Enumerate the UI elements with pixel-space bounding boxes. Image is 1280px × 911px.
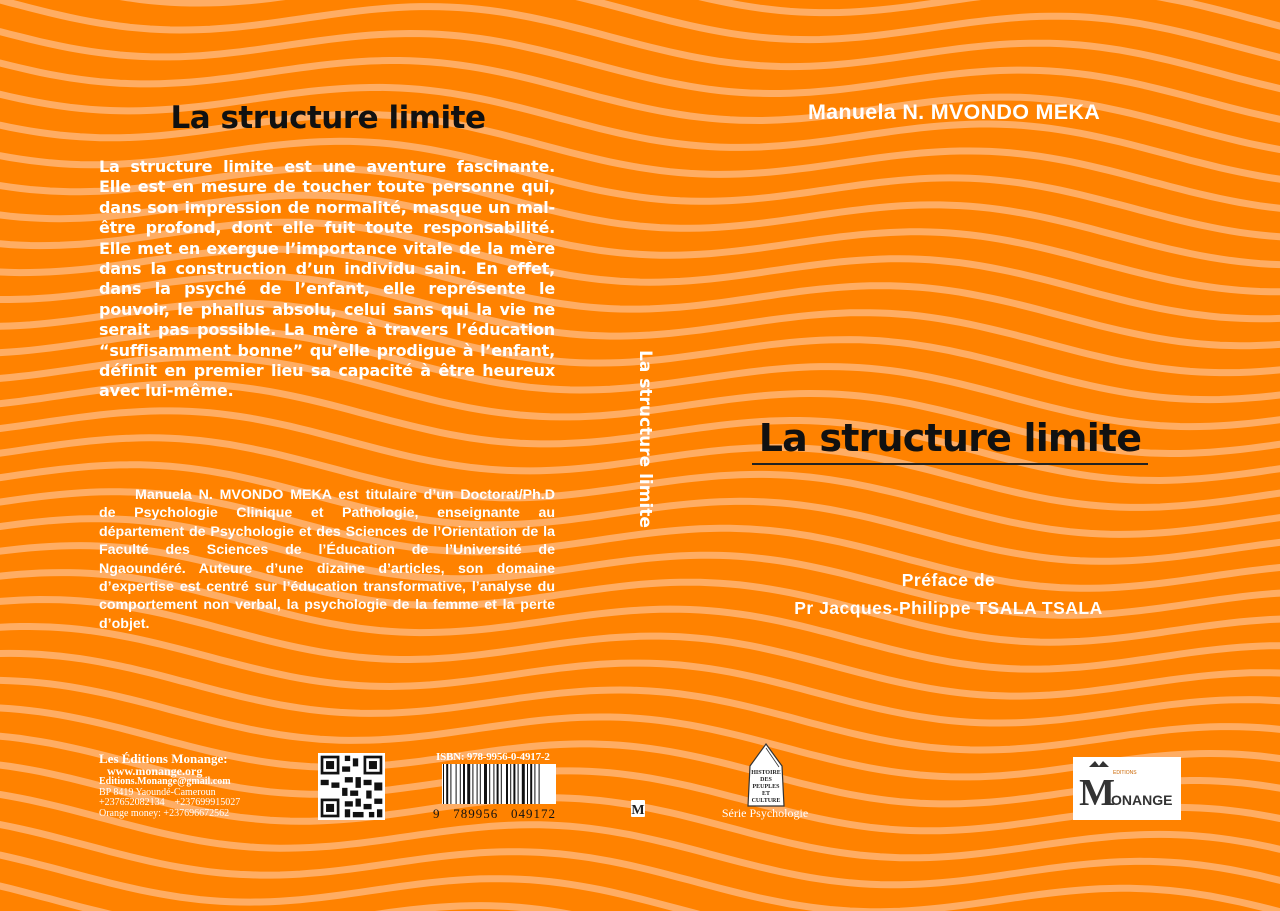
back-cover-blurb: La structure limite est une aventure fascinante. Elle est en mesure de toucher toute personne qui, dans son impression de normalité, masque un mal-être profond, dont elle fuit toute responsabilité. Elle met en exergue l’importance vitale de la mère dans la construction d’un individu sain. En effet, dans la psyché de l’enfant, elle représente le pouvoir, le phallus absolu, celui sans qui la vie ne serait pas possible. La mère à travers l’éducation “suffisamment bonne” qu’elle prodigue à l’enfant, définit en premier lieu sa capacité à être heureux avec lui-même. [99, 157, 555, 401]
title-underline [752, 463, 1148, 465]
preface-label: Préface de [901, 570, 996, 590]
publisher-website: www.monange.org [107, 764, 203, 778]
publisher-phone-1: +237652082134 [99, 797, 165, 809]
publisher-info [99, 752, 259, 819]
qr-code [318, 753, 385, 820]
svg-text:PEUPLES: PEUPLES [752, 784, 780, 790]
isbn-digits: 9 789956 049172 [433, 806, 556, 821]
publisher-email: Editions.Monange@gmail.com [99, 776, 231, 787]
barcode-icon [442, 764, 556, 804]
svg-text:CULTURE: CULTURE [751, 798, 781, 804]
preface-author: Pr Jacques-Philippe TSALA TSALA [794, 598, 1103, 618]
publisher-phone-2: +237699915027 [174, 797, 241, 809]
publisher-address: BP 8419 Yaoundé-Cameroun [99, 786, 216, 798]
back-cover-title: La structure limite [170, 100, 486, 136]
svg-text:ET: ET [761, 791, 771, 797]
front-cover-title: La structure limite [758, 416, 1142, 460]
svg-text:DES: DES [760, 777, 772, 783]
svg-text:ONANGE: ONANGE [1111, 792, 1173, 808]
svg-text:M: M [1079, 772, 1115, 814]
spine-logo-icon [630, 798, 646, 818]
spine-title: La structure limite [635, 350, 655, 528]
author-biography: Manuela N. MVONDO MEKA est titulaire d’un Doctorat/Ph.D de Psychologie Clinique et Pathologie, enseignante au département de Psychologie et des Sciences de l’Orientation de la Faculté des Sciences de l’Éducation de l’Université de Ngaoundéré. Auteure d’une dizaine d’articles, son domaine d’expertise est centré sur l’éducation transformative, l’analyse du comportement non verbal, la psychologie de la femme et la perte d’objet. [99, 487, 555, 632]
publisher-orange-money: Orange money: +237696672562 [99, 807, 230, 819]
svg-text:HISTOIRE: HISTOIRE [751, 770, 781, 776]
publisher-logo [1073, 757, 1181, 820]
svg-text:M: M [631, 803, 645, 818]
series-label: Série Psychologie [721, 806, 809, 820]
publisher-name: Les Éditions Monange: [99, 751, 228, 766]
front-author-name: Manuela N. MVONDO MEKA [807, 100, 1101, 124]
isbn-label: ISBN: 978-9956-0-4917-2 [436, 751, 550, 763]
svg-text:EDITIONS: EDITIONS [1113, 770, 1137, 776]
